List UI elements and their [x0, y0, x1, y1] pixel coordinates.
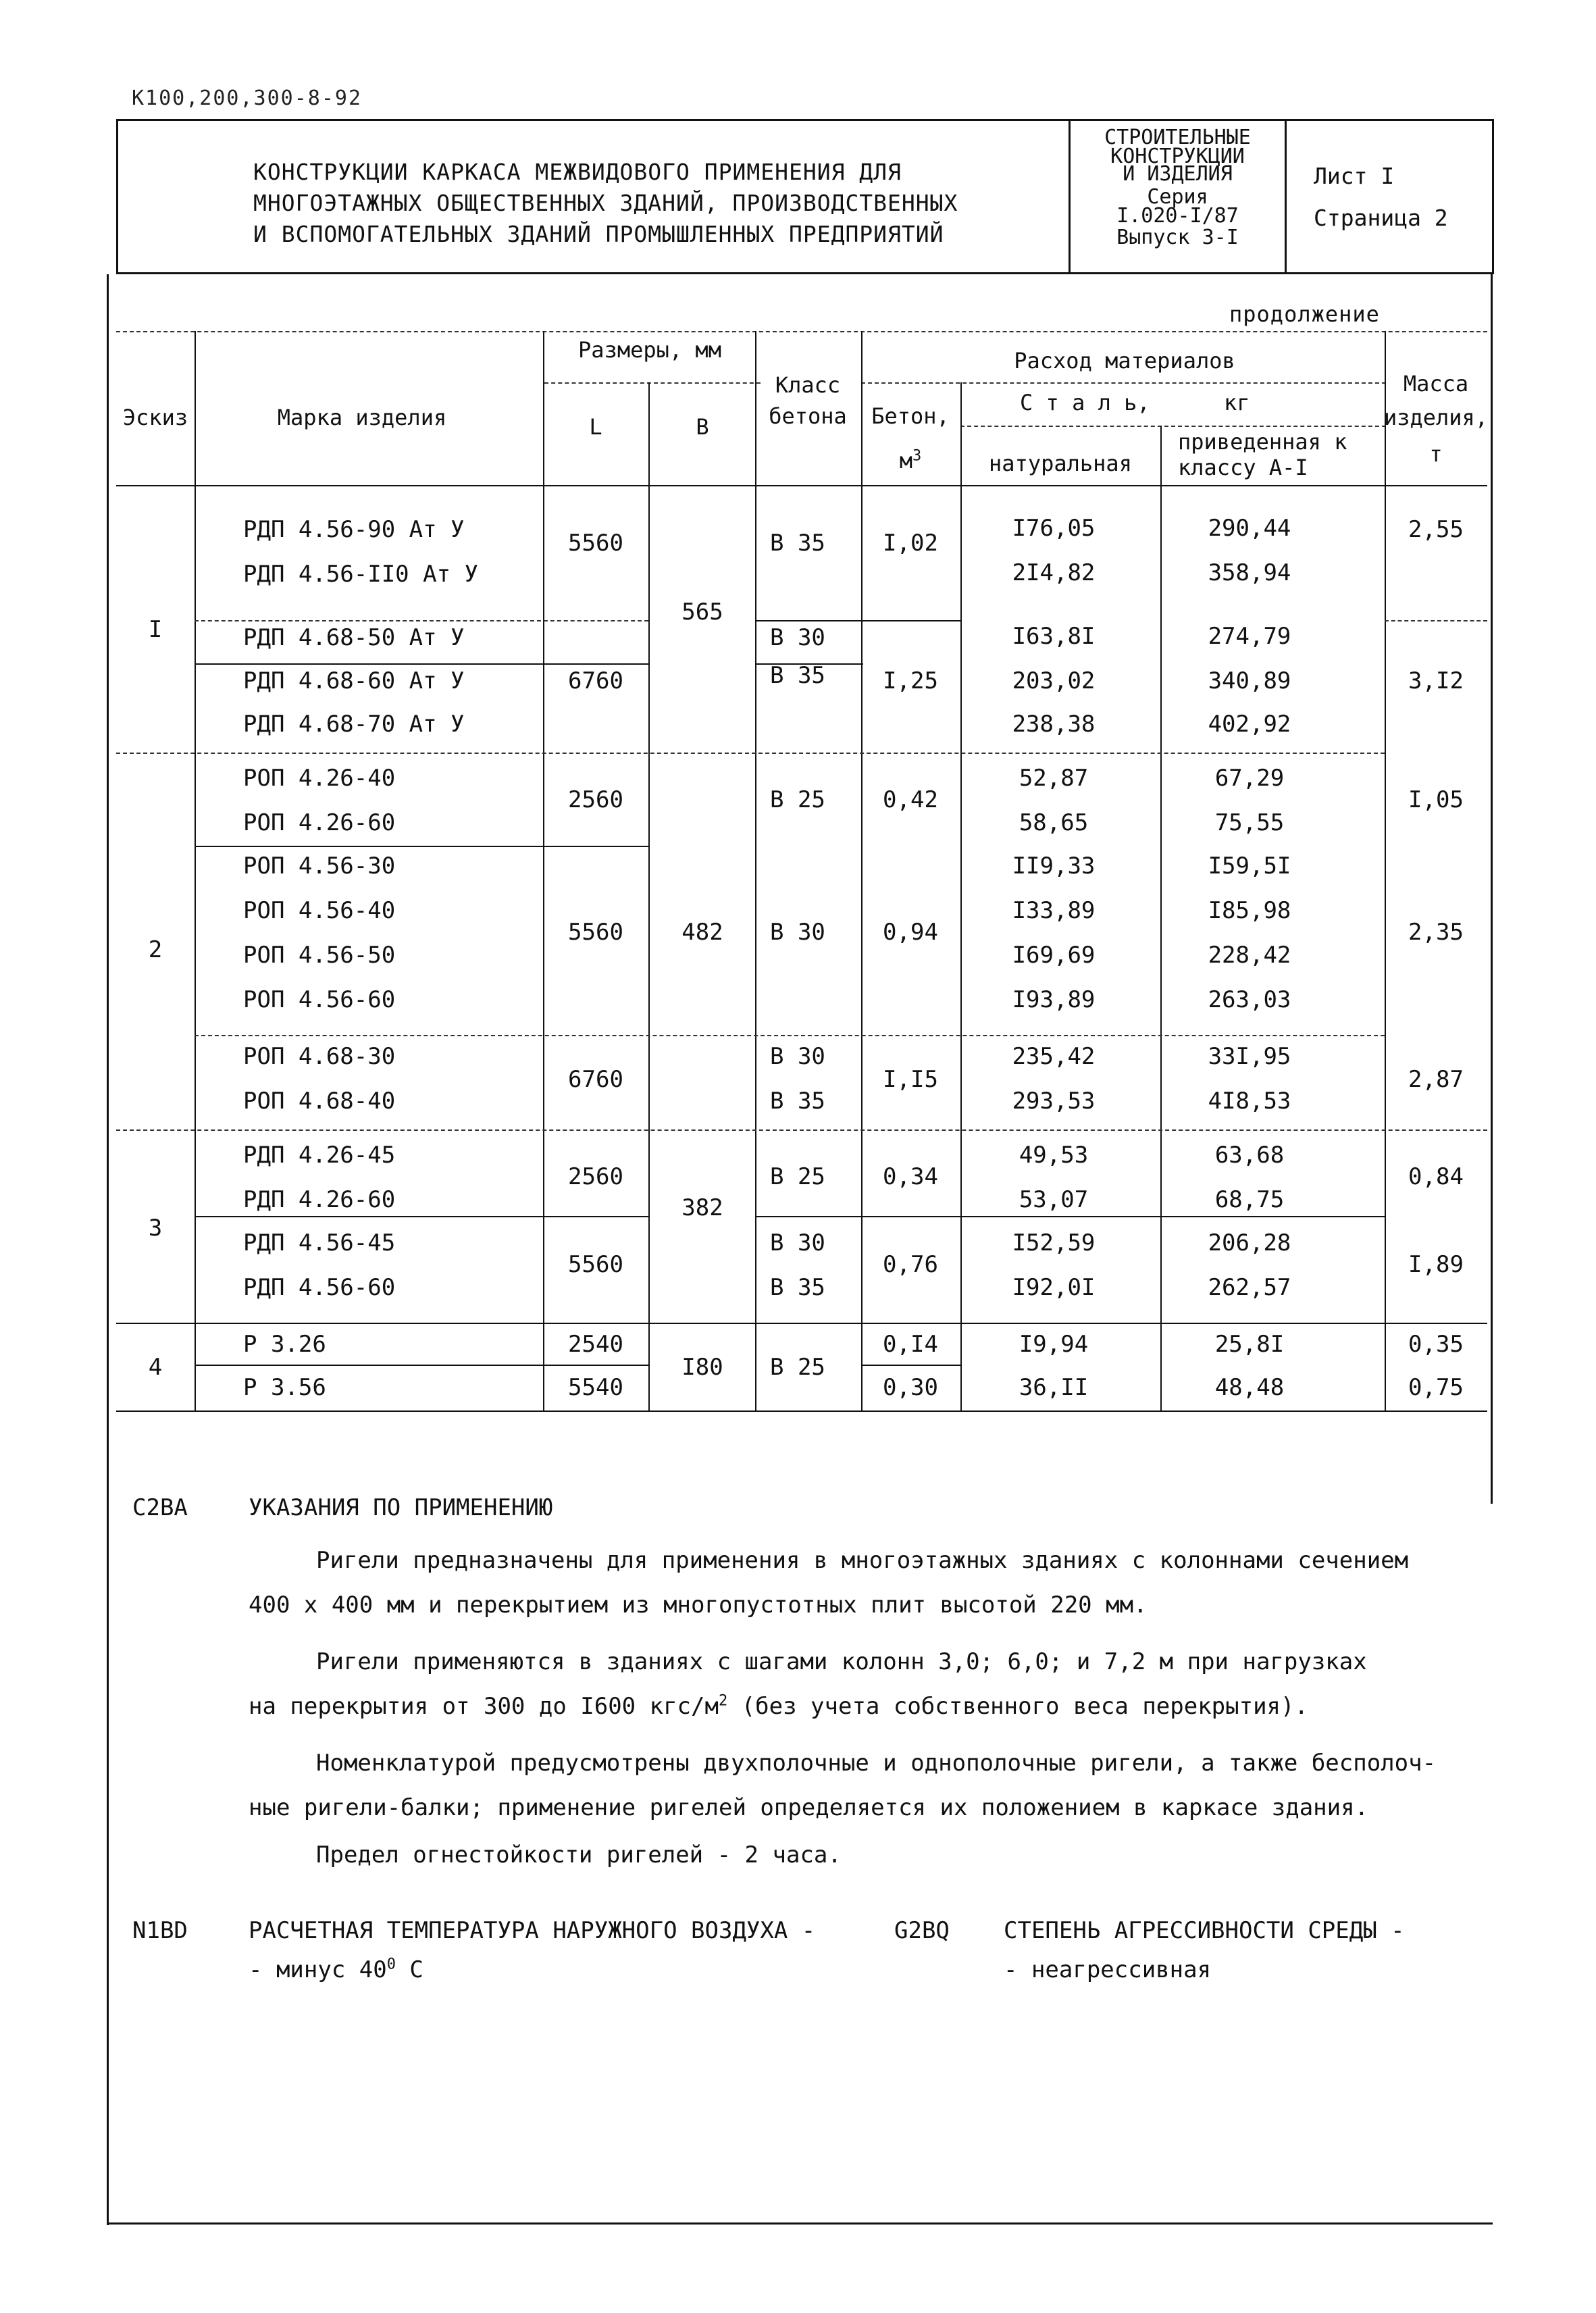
product-mark: РДП 4.68-60 Ат У: [243, 667, 465, 694]
steel-natural: 49,53: [1019, 1142, 1089, 1169]
notes-paragraph-4: Предел огнестойкости ригелей - 2 часа.: [316, 1841, 842, 1869]
length-value: 2560: [568, 1163, 623, 1190]
concrete-class: В 30: [770, 1229, 825, 1256]
length-value: 5560: [568, 1251, 623, 1278]
concrete-volume: 0,94: [883, 919, 938, 946]
product-mark: РОП 4.56-50: [243, 942, 396, 969]
product-mark: РДП 4.56-60: [243, 1274, 396, 1301]
concrete-class: В 35: [770, 530, 825, 557]
steel-reduced: 358,94: [1208, 559, 1291, 586]
product-mark: РДП 4.56-45: [243, 1229, 396, 1256]
header-reduced-2: классу А-I: [1178, 455, 1308, 480]
frame-right-border: [1491, 274, 1493, 1504]
steel-natural: I69,69: [1012, 942, 1096, 969]
concrete-volume: 0,76: [883, 1251, 938, 1278]
steel-reduced: 290,44: [1208, 515, 1291, 542]
width-value: 565: [681, 599, 723, 626]
header-natural: натуральная: [989, 451, 1132, 476]
steel-reduced: 206,28: [1208, 1229, 1291, 1256]
concrete-volume: 0,30: [883, 1374, 938, 1401]
steel-natural: I52,59: [1012, 1229, 1096, 1256]
note-code: С2ВА: [132, 1494, 188, 1521]
width-value: 382: [681, 1194, 723, 1221]
header-materials: Расход материалов: [1014, 348, 1235, 374]
steel-natural: I93,89: [1012, 986, 1096, 1013]
sketch-number: 4: [148, 1354, 163, 1381]
steel-reduced: 25,8I: [1214, 1331, 1285, 1358]
product-mark: РДП 4.68-50 Ат У: [243, 624, 465, 651]
steel-reduced: 274,79: [1208, 623, 1291, 650]
steel-reduced: 402,92: [1208, 711, 1291, 738]
concrete-class: В 30: [770, 624, 825, 651]
steel-natural: 58,65: [1019, 809, 1089, 836]
header-class-1: Класс: [775, 372, 841, 398]
header-class-2: бетона: [769, 403, 847, 429]
steel-natural: 235,42: [1012, 1043, 1096, 1070]
concrete-volume: I,02: [883, 530, 938, 557]
environment-label: СТЕПЕНЬ АГРЕССИВНОСТИ СРЕДЫ -: [1004, 1917, 1405, 1944]
series-line-2: КОНСТРУКЦИИ: [1110, 145, 1245, 168]
steel-reduced: I59,5I: [1208, 853, 1291, 880]
product-mark: РДП 4.56-90 Ат У: [243, 516, 465, 543]
concrete-volume: 0,34: [883, 1163, 938, 1190]
header-concrete-unit: $м^3$: [899, 447, 922, 474]
steel-natural: 2I4,82: [1012, 559, 1096, 586]
width-value: 482: [681, 919, 723, 946]
product-mass: 0,35: [1408, 1331, 1464, 1358]
length-value: 5540: [568, 1374, 623, 1401]
frame-left-border: [107, 274, 109, 2225]
steel-natural: 36,II: [1019, 1374, 1089, 1401]
concrete-class: В 25: [770, 1354, 825, 1381]
steel-natural: I9,94: [1019, 1331, 1089, 1358]
product-mass: I,05: [1408, 786, 1464, 813]
steel-natural: 53,07: [1019, 1186, 1089, 1213]
header-B: В: [696, 414, 709, 440]
steel-reduced: I85,98: [1208, 897, 1291, 924]
header-reduced-1: приведенная к: [1178, 429, 1347, 455]
sheet-number: Лист I: [1314, 163, 1395, 189]
product-mark: РДП 4.68-70 Ат У: [243, 711, 465, 738]
concrete-volume: I,25: [883, 667, 938, 694]
length-value: 5560: [568, 530, 623, 557]
steel-natural: 238,38: [1012, 711, 1096, 738]
concrete-volume: I,I5: [883, 1066, 938, 1093]
header-concrete: Бетон,: [871, 403, 950, 429]
steel-reduced: 68,75: [1214, 1186, 1285, 1213]
product-mass: I,89: [1408, 1251, 1464, 1278]
note-code: G2BQ: [894, 1917, 950, 1944]
steel-natural: 203,02: [1012, 667, 1096, 694]
concrete-class: В 30: [770, 919, 825, 946]
steel-natural: I63,8I: [1012, 623, 1096, 650]
concrete-class: В 35: [770, 662, 825, 689]
notes-paragraph-2a: Ригели применяются в зданиях с шагами колонн 3,0; 6,0; и 7,2 м при нагрузках: [316, 1648, 1367, 1675]
steel-natural: I92,0I: [1012, 1274, 1096, 1301]
header-steel: С т а л ь,: [1020, 390, 1150, 415]
product-mass: 0,84: [1408, 1163, 1464, 1190]
notes-paragraph-3a: Номенклатурой предусмотрены двухполочные и однополочные ригели, а также бесполоч-: [316, 1750, 1437, 1777]
steel-natural: 293,53: [1012, 1088, 1096, 1115]
concrete-class: В 25: [770, 786, 825, 813]
product-mark: РДП 4.26-45: [243, 1142, 396, 1169]
continuation-label: продолжение: [1229, 301, 1380, 327]
product-mark: РОП 4.26-40: [243, 765, 396, 792]
steel-reduced: 228,42: [1208, 942, 1291, 969]
concrete-volume: 0,I4: [883, 1331, 938, 1358]
length-value: 2560: [568, 786, 623, 813]
product-mark: РОП 4.68-40: [243, 1088, 396, 1115]
steel-reduced: 48,48: [1214, 1374, 1285, 1401]
product-mark: РОП 4.56-60: [243, 986, 396, 1013]
concrete-class: В 35: [770, 1274, 825, 1301]
steel-reduced: 75,55: [1214, 809, 1285, 836]
header-mark: Марка изделия: [277, 405, 447, 430]
product-mass: 3,I2: [1408, 667, 1464, 694]
design-temperature-label: РАСЧЕТНАЯ ТЕМПЕРАТУРА НАРУЖНОГО ВОЗДУХА -: [249, 1917, 816, 1944]
sketch-number: 2: [148, 936, 163, 963]
header-dims: Размеры, мм: [578, 337, 721, 363]
series-line-4: Серия: [1147, 185, 1208, 209]
concrete-class: В 35: [770, 1088, 825, 1115]
product-mass: 2,35: [1408, 919, 1464, 946]
product-mark: РОП 4.26-60: [243, 809, 396, 836]
frame-bottom-border: [107, 2222, 1493, 2225]
steel-reduced: 340,89: [1208, 667, 1291, 694]
product-mark: Р 3.26: [243, 1331, 326, 1358]
title-line-3: И ВСПОМОГАТЕЛЬНЫХ ЗДАНИЙ ПРОМЫШЛЕННЫХ ПРЕДПРИЯТИЙ: [253, 221, 944, 247]
title-main: [118, 121, 1071, 272]
steel-reduced: 4I8,53: [1208, 1088, 1291, 1115]
product-mark: РДП 4.26-60: [243, 1186, 396, 1213]
concrete-class: В 25: [770, 1163, 825, 1190]
product-mark: РДП 4.56-II0 Ат У: [243, 561, 478, 588]
steel-natural: II9,33: [1012, 853, 1096, 880]
design-temperature-value: - минус $40^0$ С: [249, 1956, 423, 1983]
header-sketch: Эскиз: [122, 405, 188, 430]
series-box: [1071, 121, 1287, 272]
header-L: L: [589, 414, 602, 440]
page-number: Страница 2: [1314, 205, 1448, 231]
steel-reduced: 63,68: [1214, 1142, 1285, 1169]
title-line-2: МНОГОЭТАЖНЫХ ОБЩЕСТВЕННЫХ ЗДАНИЙ, ПРОИЗВОДСТВЕННЫХ: [253, 190, 958, 216]
concrete-volume: 0,42: [883, 786, 938, 813]
title-block: [116, 119, 1494, 274]
notes-heading: УКАЗАНИЯ ПО ПРИМЕНЕНИЮ: [249, 1494, 553, 1521]
header-mass-3: т: [1429, 441, 1443, 467]
series-line-1: СТРОИТЕЛЬНЫЕ: [1104, 126, 1251, 149]
series-number: I.020-I/87: [1116, 204, 1239, 228]
product-mass: 2,55: [1408, 516, 1464, 543]
issue-number: Выпуск 3-I: [1116, 226, 1239, 249]
product-mark: РОП 4.68-30: [243, 1043, 396, 1070]
sketch-number: 3: [148, 1215, 163, 1242]
header-steel-unit: кг: [1224, 390, 1250, 415]
notes-paragraph-1a: Ригели предназначены для применения в многоэтажных зданиях с колоннами сечением: [316, 1547, 1409, 1574]
notes-paragraph-3b: ные ригели-балки; применение ригелей определяется их положением в каркасе здания.: [249, 1794, 1369, 1821]
steel-natural: I33,89: [1012, 897, 1096, 924]
width-value: I80: [681, 1354, 723, 1381]
document-code: К100,200,300-8-92: [132, 86, 363, 110]
product-mark: РОП 4.56-30: [243, 853, 396, 880]
product-mark: РОП 4.56-40: [243, 897, 396, 924]
product-mark: Р 3.56: [243, 1374, 326, 1401]
steel-natural: I76,05: [1012, 515, 1096, 542]
note-code: N1BD: [132, 1917, 188, 1944]
steel-reduced: 263,03: [1208, 986, 1291, 1013]
environment-value: - неагрессивная: [1004, 1956, 1212, 1983]
length-value: 6760: [568, 667, 623, 694]
notes-paragraph-2b: на перекрытия от 300 до I600 кгс/$м^2$ (без учета собственного веса перекрытия).: [249, 1692, 1308, 1720]
concrete-class: В 30: [770, 1043, 825, 1070]
length-value: 2540: [568, 1331, 623, 1358]
steel-natural: 52,87: [1019, 765, 1089, 792]
sketch-number: I: [148, 616, 163, 643]
series-line-3: И ИЗДЕЛИЯ: [1123, 162, 1233, 186]
steel-reduced: 67,29: [1214, 765, 1285, 792]
length-value: 6760: [568, 1066, 623, 1093]
steel-reduced: 33I,95: [1208, 1043, 1291, 1070]
notes-paragraph-1b: 400 х 400 мм и перекрытием из многопустотных плит высотой 220 мм.: [249, 1592, 1148, 1619]
product-mass: 2,87: [1408, 1066, 1464, 1093]
steel-reduced: 262,57: [1208, 1274, 1291, 1301]
product-mass: 0,75: [1408, 1374, 1464, 1401]
length-value: 5560: [568, 919, 623, 946]
header-mass-2: изделия,: [1383, 405, 1489, 430]
header-mass-1: Масса: [1403, 371, 1469, 397]
title-line-1: КОНСТРУКЦИИ КАРКАСА МЕЖВИДОВОГО ПРИМЕНЕНИЯ ДЛЯ: [253, 159, 902, 185]
